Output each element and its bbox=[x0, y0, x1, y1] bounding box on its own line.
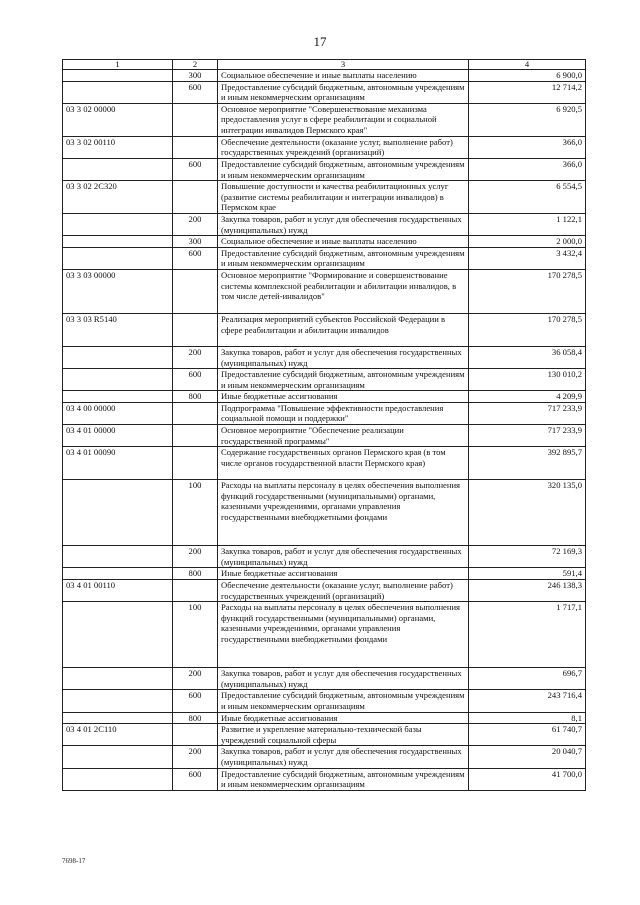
row-expense-kind: 600 bbox=[173, 369, 218, 391]
row-expense-kind bbox=[173, 724, 218, 746]
row-name: Предоставление субсидий бюджетным, автономным учреждениям и иным некоммерческим организациям bbox=[218, 158, 469, 180]
row-sum: 243 716,4 bbox=[469, 690, 586, 712]
table-row bbox=[63, 768, 586, 790]
row-name: Предоставление субсидий бюджетным, автономным учреждениям и иным некоммерческим организациям bbox=[218, 768, 469, 790]
row-name: Основное мероприятие "Формирование и совершенствование системы комплексной реабилитации и абилитации инвалидов, в том числе детей-инвалидов" bbox=[218, 269, 469, 313]
table-row bbox=[63, 369, 586, 391]
table-row bbox=[63, 602, 586, 668]
row-sum: 130 010,2 bbox=[469, 369, 586, 391]
table-row bbox=[63, 103, 586, 136]
row-sum: 696,7 bbox=[469, 668, 586, 690]
row-code bbox=[63, 768, 173, 790]
row-name: Обеспечение деятельности (оказание услуг, выполнение работ) государственных учреждений (организаций) bbox=[218, 580, 469, 602]
row-expense-kind: 200 bbox=[173, 546, 218, 568]
row-code: 03 3 03 R5140 bbox=[63, 313, 173, 346]
row-name: Повышение доступности и качества реабилитационных услуг (развитие системы реабилитации и интеграции инвалидов) в Пермском крае bbox=[218, 181, 469, 214]
row-code bbox=[63, 70, 173, 82]
row-code bbox=[63, 712, 173, 724]
row-name: Реализация мероприятий субъектов Российской Федерации в сфере реабилитации и абилитации инвалидов bbox=[218, 313, 469, 346]
row-expense-kind bbox=[173, 313, 218, 346]
row-expense-kind bbox=[173, 181, 218, 214]
row-name: Закупка товаров, работ и услуг для обеспечения государственных (муниципальных) нужд bbox=[218, 668, 469, 690]
row-sum: 591,4 bbox=[469, 568, 586, 580]
row-sum: 4 209,9 bbox=[469, 391, 586, 403]
table-row bbox=[63, 346, 586, 368]
table-header-row bbox=[63, 60, 586, 70]
row-expense-kind: 600 bbox=[173, 768, 218, 790]
row-expense-kind: 200 bbox=[173, 346, 218, 368]
table-row bbox=[63, 402, 586, 424]
row-sum: 1 122,1 bbox=[469, 213, 586, 235]
row-sum: 3 432,4 bbox=[469, 247, 586, 269]
table-row bbox=[63, 546, 586, 568]
table-row bbox=[63, 70, 586, 82]
row-code: 03 4 01 00110 bbox=[63, 580, 173, 602]
row-code bbox=[63, 546, 173, 568]
row-name: Иные бюджетные ассигнования bbox=[218, 712, 469, 724]
table-row bbox=[63, 668, 586, 690]
row-expense-kind bbox=[173, 402, 218, 424]
row-expense-kind bbox=[173, 447, 218, 480]
row-name: Закупка товаров, работ и услуг для обеспечения государственных (муниципальных) нужд bbox=[218, 746, 469, 768]
row-name: Социальное обеспечение и иные выплаты населению bbox=[218, 236, 469, 248]
row-expense-kind bbox=[173, 425, 218, 447]
row-expense-kind: 300 bbox=[173, 70, 218, 82]
row-expense-kind: 300 bbox=[173, 236, 218, 248]
row-sum: 72 169,3 bbox=[469, 546, 586, 568]
row-sum: 6 900,0 bbox=[469, 70, 586, 82]
row-sum: 366,0 bbox=[469, 136, 586, 158]
row-code bbox=[63, 369, 173, 391]
table-row bbox=[63, 480, 586, 546]
row-code: 03 3 02 00110 bbox=[63, 136, 173, 158]
row-code: 03 3 02 00000 bbox=[63, 103, 173, 136]
table-row bbox=[63, 213, 586, 235]
row-code bbox=[63, 480, 173, 546]
table-row bbox=[63, 81, 586, 103]
row-name: Закупка товаров, работ и услуг для обеспечения государственных (муниципальных) нужд bbox=[218, 546, 469, 568]
page-number: 17 bbox=[313, 34, 327, 49]
table-row bbox=[63, 158, 586, 180]
row-sum: 170 278,5 bbox=[469, 313, 586, 346]
table-row bbox=[63, 313, 586, 346]
table-row bbox=[63, 391, 586, 403]
row-expense-kind: 200 bbox=[173, 213, 218, 235]
row-name: Расходы на выплаты персоналу в целях обеспечения выполнения функций государственными (муниципальными) органами, казенными учреждениями, органами управления государственными внебюджетными фондами bbox=[218, 480, 469, 546]
row-name: Закупка товаров, работ и услуг для обеспечения государственных (муниципальных) нужд bbox=[218, 213, 469, 235]
row-name: Предоставление субсидий бюджетным, автономным учреждениям и иным некоммерческим организациям bbox=[218, 369, 469, 391]
row-expense-kind bbox=[173, 136, 218, 158]
row-code: 03 4 00 00000 bbox=[63, 402, 173, 424]
budget-table bbox=[62, 59, 586, 791]
row-sum: 8,1 bbox=[469, 712, 586, 724]
row-expense-kind: 200 bbox=[173, 746, 218, 768]
row-code bbox=[63, 602, 173, 668]
row-sum: 6 920,5 bbox=[469, 103, 586, 136]
row-name: Предоставление субсидий бюджетным, автономным учреждениям и иным некоммерческим организациям bbox=[218, 81, 469, 103]
row-sum: 2 000,0 bbox=[469, 236, 586, 248]
table-row bbox=[63, 580, 586, 602]
row-sum: 36 058,4 bbox=[469, 346, 586, 368]
table-row bbox=[63, 269, 586, 313]
table-row bbox=[63, 746, 586, 768]
row-code bbox=[63, 213, 173, 235]
table-row bbox=[63, 690, 586, 712]
row-sum: 12 714,2 bbox=[469, 81, 586, 103]
row-code bbox=[63, 668, 173, 690]
row-sum: 717 233,9 bbox=[469, 402, 586, 424]
row-name: Основное мероприятие "Совершенствование механизма предоставления услуг в сфере реабилитации и социальной интеграции инвалидов Пермского края" bbox=[218, 103, 469, 136]
row-expense-kind: 100 bbox=[173, 602, 218, 668]
row-code: 03 4 01 00090 bbox=[63, 447, 173, 480]
row-expense-kind: 600 bbox=[173, 690, 218, 712]
row-name: Расходы на выплаты персоналу в целях обеспечения выполнения функций государственными (муниципальными) органами, казенными учреждениями, органами управления государственными внебюджетными фондами bbox=[218, 602, 469, 668]
table-row bbox=[63, 568, 586, 580]
row-sum: 41 700,0 bbox=[469, 768, 586, 790]
table-row bbox=[63, 236, 586, 248]
row-name: Социальное обеспечение и иные выплаты населению bbox=[218, 70, 469, 82]
column-header-code: 1 bbox=[63, 60, 173, 70]
row-name: Иные бюджетные ассигнования bbox=[218, 391, 469, 403]
row-name: Развитие и укрепление материально-технической базы учреждений социальной сферы bbox=[218, 724, 469, 746]
table-row bbox=[63, 712, 586, 724]
row-expense-kind: 800 bbox=[173, 391, 218, 403]
row-sum: 366,0 bbox=[469, 158, 586, 180]
row-code bbox=[63, 746, 173, 768]
row-expense-kind bbox=[173, 103, 218, 136]
table-row bbox=[63, 724, 586, 746]
document-code: 7698-17 bbox=[62, 857, 86, 865]
row-sum: 246 138,3 bbox=[469, 580, 586, 602]
row-sum: 717 233,9 bbox=[469, 425, 586, 447]
row-code: 03 3 02 2С320 bbox=[63, 181, 173, 214]
row-code bbox=[63, 568, 173, 580]
row-code bbox=[63, 690, 173, 712]
row-code bbox=[63, 158, 173, 180]
row-code bbox=[63, 81, 173, 103]
row-sum: 20 040,7 bbox=[469, 746, 586, 768]
table-row bbox=[63, 425, 586, 447]
row-expense-kind bbox=[173, 580, 218, 602]
row-name: Содержание государственных органов Пермского края (в том числе органов государственной власти Пермского края) bbox=[218, 447, 469, 480]
table-row bbox=[63, 136, 586, 158]
row-code bbox=[63, 247, 173, 269]
row-name: Предоставление субсидий бюджетным, автономным учреждениям и иным некоммерческим организациям bbox=[218, 247, 469, 269]
row-sum: 392 895,7 bbox=[469, 447, 586, 480]
table-row bbox=[63, 447, 586, 480]
table-row bbox=[63, 181, 586, 214]
row-sum: 170 278,5 bbox=[469, 269, 586, 313]
row-expense-kind: 600 bbox=[173, 158, 218, 180]
row-code bbox=[63, 346, 173, 368]
row-code bbox=[63, 236, 173, 248]
column-header-name: 3 bbox=[218, 60, 469, 70]
row-code: 03 4 01 00000 bbox=[63, 425, 173, 447]
row-expense-kind: 200 bbox=[173, 668, 218, 690]
row-name: Обеспечение деятельности (оказание услуг, выполнение работ) государственных учреждений (организаций) bbox=[218, 136, 469, 158]
table-row bbox=[63, 247, 586, 269]
row-expense-kind: 600 bbox=[173, 247, 218, 269]
row-sum: 320 135,0 bbox=[469, 480, 586, 546]
row-code: 03 4 01 2С110 bbox=[63, 724, 173, 746]
row-name: Закупка товаров, работ и услуг для обеспечения государственных (муниципальных) нужд bbox=[218, 346, 469, 368]
row-sum: 1 717,1 bbox=[469, 602, 586, 668]
row-name: Подпрограмма "Повышение эффективности предоставления социальной помощи и поддержки" bbox=[218, 402, 469, 424]
row-sum: 6 554,5 bbox=[469, 181, 586, 214]
row-name: Основное мероприятие "Обеспечение реализации государственной программы" bbox=[218, 425, 469, 447]
column-header-sum: 4 bbox=[469, 60, 586, 70]
row-code bbox=[63, 391, 173, 403]
row-expense-kind: 800 bbox=[173, 568, 218, 580]
row-expense-kind: 600 bbox=[173, 81, 218, 103]
row-name: Иные бюджетные ассигнования bbox=[218, 568, 469, 580]
column-header-kind: 2 bbox=[173, 60, 218, 70]
row-code: 03 3 03 00000 bbox=[63, 269, 173, 313]
row-expense-kind bbox=[173, 269, 218, 313]
row-sum: 61 740,7 bbox=[469, 724, 586, 746]
row-name: Предоставление субсидий бюджетным, автономным учреждениям и иным некоммерческим организациям bbox=[218, 690, 469, 712]
row-expense-kind: 800 bbox=[173, 712, 218, 724]
row-expense-kind: 100 bbox=[173, 480, 218, 546]
